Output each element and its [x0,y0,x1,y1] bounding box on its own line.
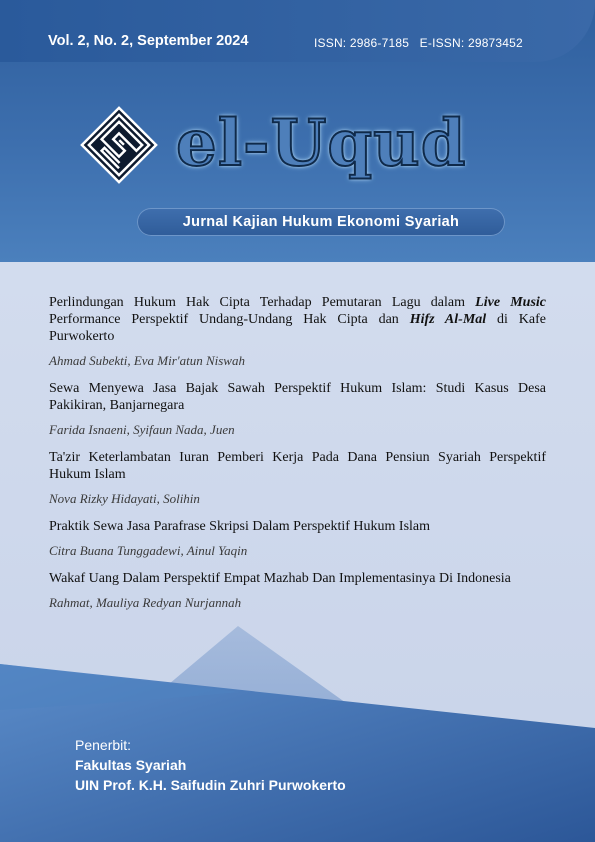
journal-title: el-Uqud [176,106,467,181]
article-authors: Rahmat, Mauliya Redyan Nurjannah [49,595,242,610]
article-title: Perlindungan Hukum Hak Cipta Terhadap Pemutaran Lagu dalam Live Music Performance Perspektif Undang-Undang Hak Cipta dan Hifz Al-Mal di Kafe Purwokerto [49,295,547,344]
article-authors: Farida Isnaeni, Syifaun Nada, Juen [49,422,235,437]
journal-subtitle: Jurnal Kajian Hukum Ekonomi Syariah [182,214,460,230]
header-top-band [0,0,595,62]
subtitle-pill [137,208,505,236]
article-list [49,294,546,622]
article-title: Ta'zir Keterlambatan Iuran Pemberi Kerja Pada Dana Pensiun Syariah Perspektif Hukum Islam [49,450,546,482]
publisher-university: UIN Prof. K.H. Saifudin Zuhri Purwokerto [75,777,346,793]
footer-decoration [0,600,595,842]
article-item [49,380,546,438]
article-title: Wakaf Uang Dalam Perspektif Empat Mazhab Dan Implementasinya Di Indonesia [49,571,511,586]
publisher-faculty: Fakultas Syariah [75,757,187,773]
article-authors: Nova Rizky Hidayati, Solihin [49,491,200,506]
article-authors: Citra Buana Tunggadewi, Ainul Yaqin [49,543,248,558]
cover-header [0,0,595,262]
kufic-square-icon [78,104,160,186]
article-title: Sewa Menyewa Jasa Bajak Sawah Perspektif Hukum Islam: Studi Kasus Desa Pakikiran, Banjarnegara [49,381,546,413]
publisher-block [75,735,346,795]
article-authors: Ahmad Subekti, Eva Mir'atun Niswah [49,353,245,368]
article-item [49,449,546,507]
volume-info: Vol. 2, No. 2, September 2024 [48,33,249,49]
publisher-label: Penerbit: [75,737,132,753]
issn-info: ISSN: 2986-7185 E-ISSN: 29873452 [314,36,523,50]
article-title: Praktik Sewa Jasa Parafrase Skripsi Dalam Perspektif Hukum Islam [49,519,431,534]
article-item [49,518,546,559]
article-item [49,294,546,369]
